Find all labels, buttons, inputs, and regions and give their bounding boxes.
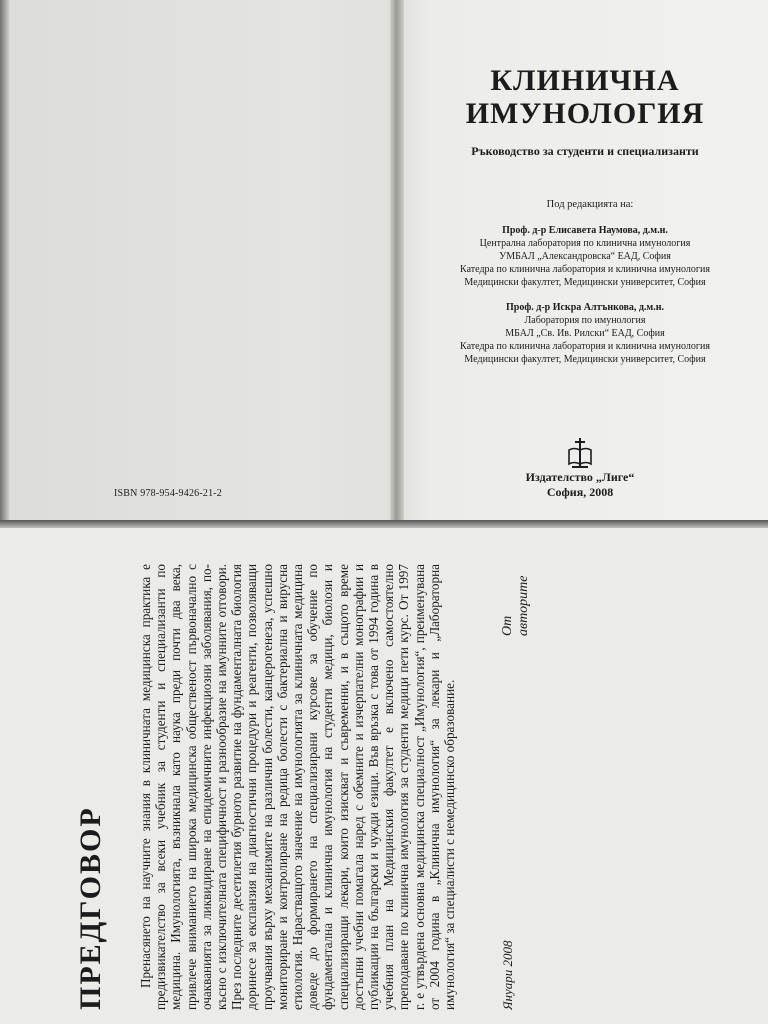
page-fold-shadow xyxy=(0,520,768,528)
publisher-name: Издателство „Лиге“ xyxy=(525,470,635,484)
editor-affiliation: Катедра по клинична лаборатория и клинична имунология xyxy=(460,264,710,275)
book-subtitle: Ръководство за студенти и специализанти xyxy=(471,144,699,158)
editor-name: Проф. д-р Искра Алтънкова, д.м.н. xyxy=(506,302,664,313)
editor-affiliation: МБАЛ „Св. Ив. Рилски“ ЕАД, София xyxy=(505,328,665,339)
editor-affiliation: Лаборатория по имунология xyxy=(524,315,646,326)
editor-affiliation: Медицински факултет, Медицински университет, София xyxy=(464,277,706,288)
editor-affiliation: Медицински факултет, Медицински университет, София xyxy=(464,354,706,365)
preface-body: Пренасянето на научните знания в клиничната медицинска практика е предизвикателство за всеки учебник за студенти и специализанти по медицина. Имунологията, възникнала като наука преди почти два века, привлече вниманието на широка медицинска общественост първоначално с очакванията за ликвидиране на епидемичните инфекциозни заболявания, по-късно с изключителната специфичност и разнообразие на имунните отговори. През последните десетилетия бурното развитие на фундаменталната биология доринесе за експанзия на диагностични процедури и реагенти, позволяващи проучвания върху механизмите на различни болести, канцерогенеза, успешно мониториране и контролиране на редица болести с бактериална и вирусна етиология. Нарастващото значение на имунологията за клиничната медицина доведе до формирането на специализирани курсове за обучение по фундаментална и клинична имунология на студенти медици, биолози и специализиращи лекари, които изискват и съвременни, и в същото време достъпни учебни помагала наред с обемните и изчерпателни монографии и публикации на български и чужди езици. Във връзка с това от 1994 година в учебния план на Медицинския факултет е включено самостоятелно преподаване по клинична имунология за студенти медици пети курс. От 1997 г. е утвърдена основна медицинска специалност „Имунология“, преименувана от 2004 година в „Клинична имунология“ за лекари и „Лабораторна имунология“ за специалисти с немедицинско образование. xyxy=(138,564,458,1010)
publisher-imprint xyxy=(490,470,670,500)
isbn-number: ISBN 978-954-9426-21-2 xyxy=(114,488,223,499)
title-page xyxy=(420,64,750,366)
editor-affiliation: Централна лаборатория по клинична имунология xyxy=(479,238,691,249)
rotated-preface-content xyxy=(54,556,534,1016)
preface-title: ПРЕДГОВОР xyxy=(74,806,107,1010)
editor-block xyxy=(420,301,750,366)
page-edge-shadow xyxy=(0,0,10,520)
publisher-place-year: София, 2008 xyxy=(546,485,614,499)
preface-date: Януари 2008 xyxy=(500,940,515,1010)
book-title-line-2: ИМУНОЛОГИЯ xyxy=(465,97,705,130)
preface-page xyxy=(54,556,534,1016)
book-title-line-1: КЛИНИЧНА xyxy=(490,64,680,97)
book-spine xyxy=(390,0,404,520)
editor-name: Проф. д-р Елисавета Наумова, д.м.н. xyxy=(502,225,668,236)
editors-label: Под редакцията на: xyxy=(546,199,634,210)
preface-signature: От авторите xyxy=(500,575,531,636)
editor-affiliation: Катедра по клинична лаборатория и клинична имунология xyxy=(460,341,710,352)
editor-block xyxy=(420,224,750,289)
book-emblem-icon xyxy=(566,436,594,470)
editor-affiliation: УМБАЛ „Александровска“ ЕАД, София xyxy=(499,251,671,262)
